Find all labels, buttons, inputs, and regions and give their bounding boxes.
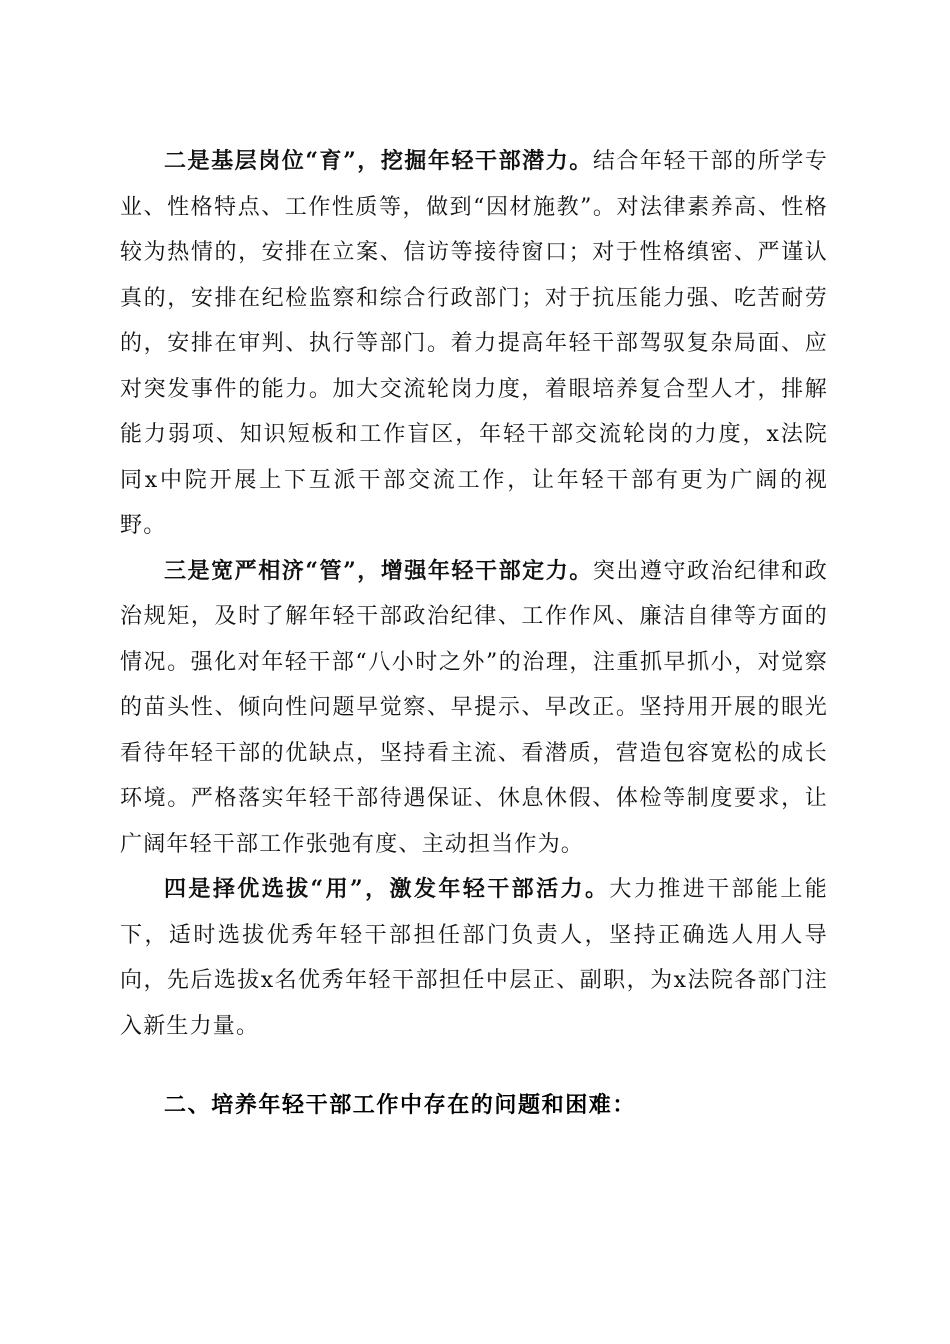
paragraph-grassroots-posts <box>120 139 828 549</box>
paragraph-selection <box>120 867 828 1049</box>
paragraph-text: 突出遵守政治纪律和政治规矩，及时了解年轻干部政治纪律、工作作风、廉洁自律等方面的情况。强化对年轻干部“八小时之外”的治理，注重抓早抓小，对觉察的苗头性、倾向性问题早觉察、早提示、早改正。坚持用开展的眼光看待年轻干部的优缺点，坚持看主流、看潜质，营造包容宽松的成长环境。严格落实年轻干部待遇保证、休息休假、体检等制度要求，让广阔年轻干部工作张弛有度、主动担当作为。 <box>120 558 828 857</box>
section-heading: 二、培养年轻干部工作中存在的问题和困难： <box>164 1093 637 1118</box>
paragraph-lead: 三是宽严相济“管”，增强年轻干部定力。 <box>164 557 593 584</box>
paragraph-lead: 二是基层岗位“育”，挖掘年轻干部潜力。 <box>164 148 593 174</box>
paragraph-lead: 四是择优选拔“用”，激发年轻干部活力。 <box>164 876 610 902</box>
document-body <box>120 139 828 1049</box>
paragraph-text: 大力推进干部能上能下，适时选拔优秀年轻干部担任部门负责人，坚持正确选人用人导向，先后选拔x名优秀年轻干部担任中层正、副职，为x法院各部门注入新生力量。 <box>120 877 828 1039</box>
paragraph-management <box>120 549 828 868</box>
paragraph-text: 结合年轻干部的所学专业、性格特点、工作性质等，做到“因材施教”。对法律素养高、性格较为热情的，安排在立案、信访等接待窗口；对于性格缜密、严谨认真的，安排在纪检监察和综合行政部门；对于抗压能力强、吃苦耐劳的，安排在审判、执行等部门。着力提高年轻干部驾驭复杂局面、应对突发事件的能力。加大交流轮岗力度，着眼培养复合型人才，排解能力弱项、知识短板和工作盲区，年轻干部交流轮岗的力度，x法院同x中院开展上下互派干部交流工作，让年轻干部有更为广阔的视野。 <box>120 149 828 538</box>
